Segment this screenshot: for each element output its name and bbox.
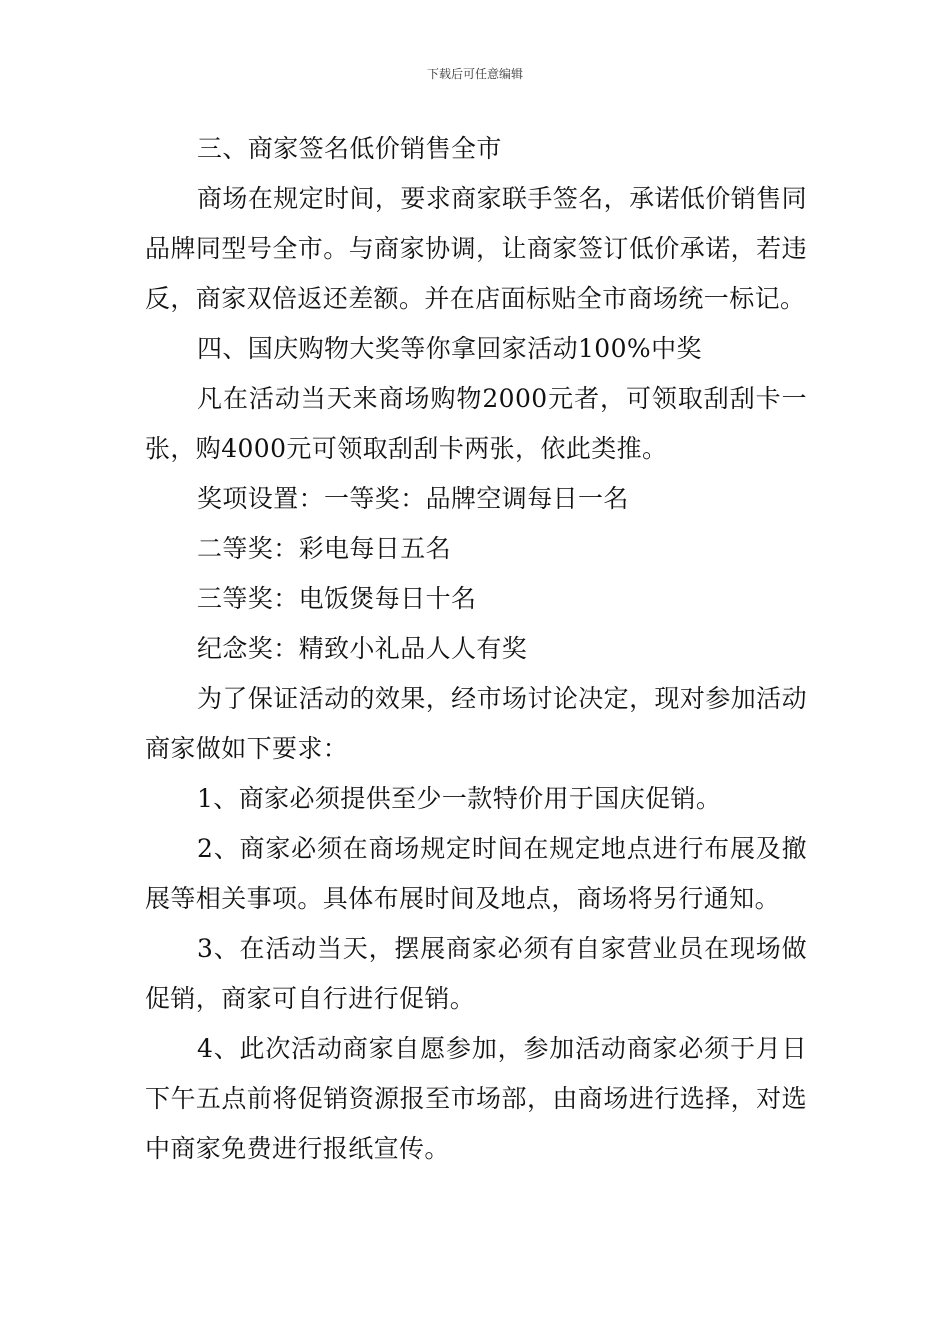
requirement-1: 1、商家必须提供至少一款特价用于国庆促销。	[197, 784, 722, 813]
prize-second: 二等奖：彩电每日五名	[197, 534, 452, 563]
paragraph-requirements-intro: 为了保证活动的效果，经市场讨论决定，现对参加活动商家做如下要求：	[145, 684, 807, 763]
page-header-note: 下载后可任意编辑	[426, 67, 523, 81]
section-heading-3: 三、商家签名低价销售全市	[197, 134, 502, 163]
paragraph-low-price-pledge: 商场在规定时间，要求商家联手签名，承诺低价销售同品牌同型号全市。与商家协调，让商家签订低价承诺，若违反，商家双倍返还差额。并在店面标贴全市商场统一标记。	[145, 184, 807, 313]
prize-first: 奖项设置：一等奖：品牌空调每日一名	[197, 484, 629, 513]
paragraph-scratch-card: 凡在活动当天来商场购物2000元者，可领取刮刮卡一张，购4000元可领取刮刮卡两张，依此类推。	[145, 384, 807, 463]
requirement-2: 2、商家必须在商场规定时间在规定地点进行布展及撤展等相关事项。具体布展时间及地点，商场将另行通知。	[145, 834, 807, 913]
prize-third: 三等奖：电饭煲每日十名	[197, 584, 477, 613]
section-heading-4: 四、国庆购物大奖等你拿回家活动100%中奖	[197, 334, 702, 363]
requirement-3: 3、在活动当天，摆展商家必须有自家营业员在现场做促销，商家可自行进行促销。	[145, 934, 807, 1013]
prize-souvenir: 纪念奖：精致小礼品人人有奖	[197, 634, 528, 663]
requirement-4: 4、此次活动商家自愿参加，参加活动商家必须于月日下午五点前将促销资源报至市场部，由商场进行选择，对选中商家免费进行报纸宣传。	[145, 1034, 807, 1163]
document-body	[145, 124, 807, 1174]
